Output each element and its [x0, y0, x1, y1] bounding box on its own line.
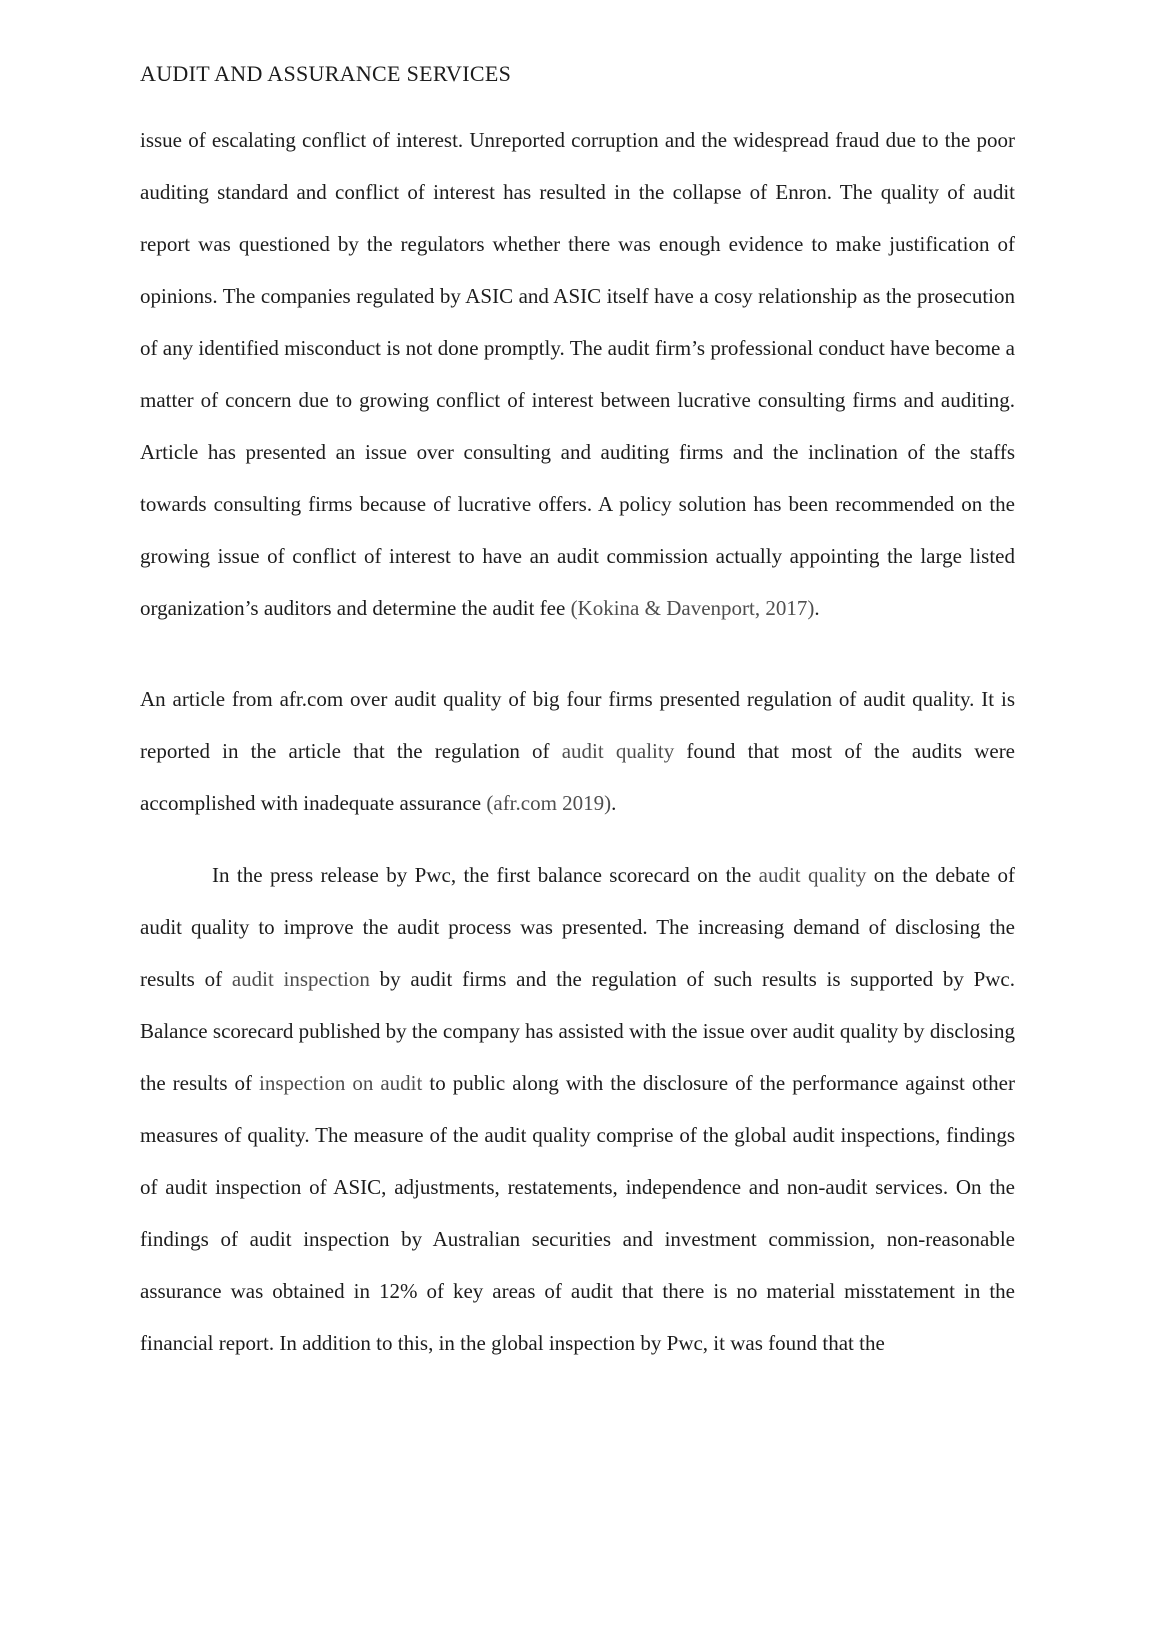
paragraph — [140, 673, 1015, 829]
paragraph — [140, 114, 1015, 634]
body-text: . — [814, 596, 820, 620]
body-text: by audit firms and the regulation of such results is supported by Pwc. Balance scorecard published by the company has assisted with the issue over audit quality by disclosing the results of — [140, 967, 1015, 1095]
page-title: AUDIT AND ASSURANCE SERVICES — [140, 61, 512, 86]
body-text: . — [611, 791, 617, 815]
body-text: An article from afr.com over audit quality of big four firms presented regulation of audit quality. It is reported in the article that the regulation of — [140, 687, 1015, 763]
citation-text: audit quality — [758, 863, 867, 887]
paragraph — [140, 849, 1015, 1369]
citation-text: (afr.com 2019) — [486, 791, 612, 815]
body-text: found that most of the audits were accomplished with inadequate assurance — [140, 739, 1016, 815]
citation-text: (Kokina & Davenport, 2017) — [570, 596, 815, 620]
citation-text: inspection on audit — [259, 1071, 423, 1095]
document-body — [140, 114, 1015, 1369]
body-text: on the debate of audit quality to improve the audit process was presented. The increasing demand of disclosing the results of — [140, 863, 1015, 991]
body-text: issue of escalating conflict of interest. Unreported corruption and the widespread fraud due to the poor auditing standard and conflict of interest has resulted in the collapse of Enron. The quality of audit report was questioned by the regulators whether there was enough evidence to make justification of opinions. The companies regulated by ASIC and ASIC itself have a cosy relationship as the prosecution of any identified misconduct is not done promptly. The audit firm’s professional conduct have become a matter of concern due to growing conflict of interest between lucrative consulting firms and auditing. Article has presented an issue over consulting and auditing firms and the inclination of the staffs towards consulting firms because of lucrative offers. A policy solution has been recommended on the growing issue of conflict of interest to have an audit commission actually appointing the large listed organization’s auditors and determine the audit fee — [140, 128, 1015, 620]
body-text: to public along with the disclosure of the performance against other measures of quality. The measure of the audit quality comprise of the global audit inspections, findings of audit inspection of ASIC, adjustments, restatements, independence and non-audit services. On the findings of audit inspection by Australian securities and investment commission, non-reasonable assurance was obtained in 12% of key areas of audit that there is no material misstatement in the financial report. In addition to this, in the global inspection by Pwc, it was found that the — [140, 1071, 1015, 1355]
citation-text: audit inspection — [231, 967, 370, 991]
body-text: In the press release by Pwc, the first balance scorecard on the — [212, 863, 759, 887]
citation-text: audit quality — [561, 739, 675, 763]
